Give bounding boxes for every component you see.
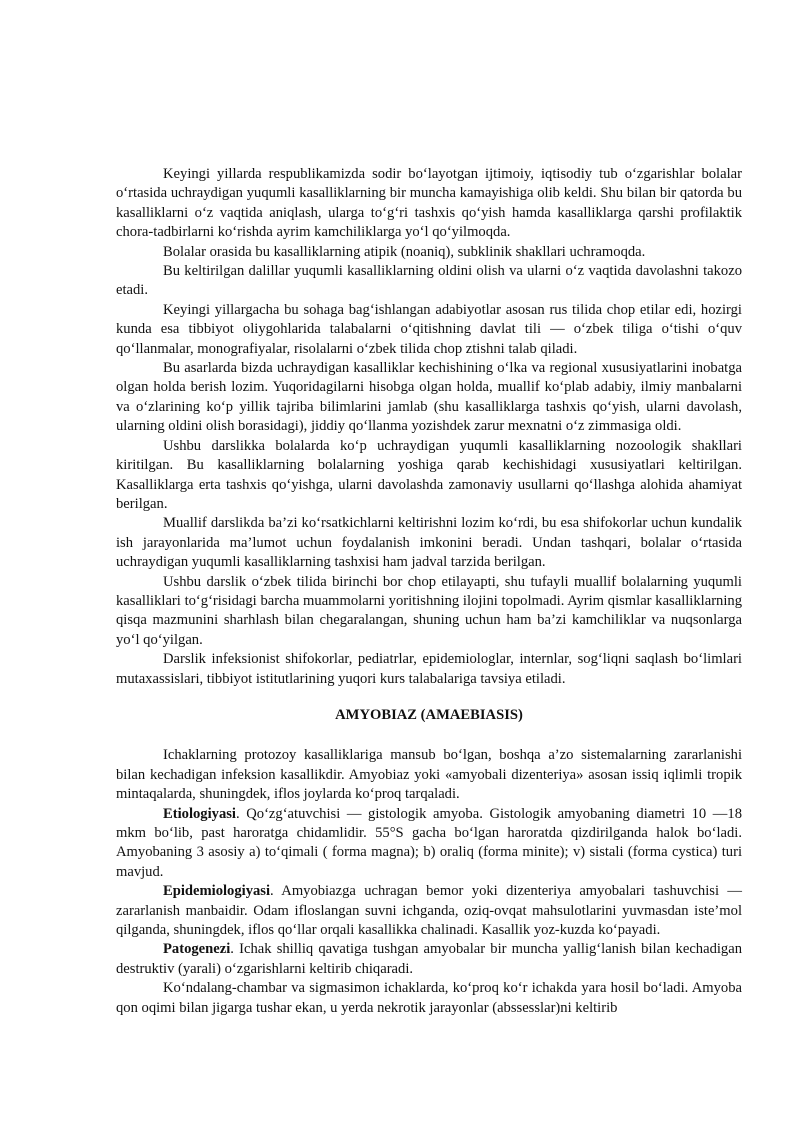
section-heading: AMYOBIAZ (AMAEBIASIS) bbox=[335, 706, 523, 723]
intro-paragraph-3: Bu keltirilgan dalillar yuqumli kasalliklarning oldini olish va ularni o‘z vaqtida davolashni takozo etadi. bbox=[116, 263, 742, 299]
intro-paragraph-4: Keyingi yillargacha bu sohaga bag‘ishlangan adabiyotlar asosan rus tilida chop etilar edi, hozirgi kunda esa tibbiyot oliygohlarida talabalarni o‘qitishning davlat tili — o‘zbek tiliga o‘tishi o‘quv qo‘llanmalar, monografiyalar, risolalarni o‘zbek tilida chop ztishni talab qiladi. bbox=[116, 301, 742, 357]
etiology-term: Etiologiyasi bbox=[163, 805, 236, 822]
epidemiology-text: . Amyobiazga uchragan bemor yoki dizenteriya amyobalari tashuvchisi — zararlanish manbaidir. Odam ifloslangan suvni ichganda, oziq-ovqat mahsulotlarini yuvmasdan iste’mol qilganda, shuningdek, iflos qo‘llar orqali kasallikka chalinadi. Kasallik yoz-kuzda ko‘payadi. bbox=[116, 883, 742, 939]
pathogenesis-text: . Ichak shilliq qavatiga tushgan amyobalar bir muncha yallig‘lanish bilan kechadigan destruktiv (yarali) o‘zgarishlarni keltirib chiqaradi. bbox=[116, 941, 742, 977]
intro-paragraph-2: Bolalar orasida bu kasalliklarning atipik (noaniq), subklinik shakllari uchramoqda. bbox=[163, 243, 646, 260]
intro-paragraph-9: Darslik infeksionist shifokorlar, pediatrlar, epidemiologlar, internlar, sog‘liqni saqlash bo‘limlari mutaxassislari, tibbiyot istitutlarining yuqori kurs talabalariga tavsiya etiladi. bbox=[116, 651, 742, 687]
etiology-text: . Qo‘zg‘atuvchisi — gistologik amyoba. Gistologik amyobaning diametri 10 —18 mkm bo‘lib, past haroratga chidamlidir. 55°S gacha bo‘lgan haroratda qizdirilganda halok bo‘ladi. Amyobaning 3 asosiy a) to‘qimali ( forma magna); b) oraliq (forma minite); v) sistali (forma cystica) turi mavjud. bbox=[116, 805, 742, 880]
final-paragraph: Ko‘ndalang-chambar va sigmasimon ichaklarda, ko‘proq ko‘r ichakda yara hosil bo‘ladi. Amyoba qon oqimi bilan jigarga tushar ekan, u yerda nekrotik jarayonlar (abssesslar)ni keltirib bbox=[116, 980, 742, 1016]
document-page bbox=[116, 165, 742, 1018]
pathogenesis-term: Patogenezi bbox=[163, 941, 231, 958]
epidemiology-term: Epidemiologiyasi bbox=[163, 883, 271, 900]
intro-paragraph-5: Bu asarlarda bizda uchraydigan kasalliklar kechishining o‘lka va regional xususiyatlarini inobatga olgan holda berish lozim. Yuqoridagilarni hisobga olgan holda, muallif ko‘plab adabiy, ilmiy manbalarni va o‘zlarining ko‘p yillik tajriba bilimlarini jamlab (shu kasalliklarga tashxis qo‘yish, ularni davolash, ularning oldini olish borasidagi), jiddiy qo‘llanma yozishdek zarur mexnatni o‘z zimmasiga oldi. bbox=[116, 360, 742, 435]
etiology-paragraph bbox=[116, 805, 742, 883]
intro-paragraph-7: Muallif darslikda ba’zi ko‘rsatkichlarni keltirishni lozim ko‘rdi, bu esa shifokorlar uchun kundalik ish jarayonlarida ma’lumot uchun foydalanish imkonini beradi. Undan tashqari, bolalar o‘rtasida uchraydigan yuqumli kasalliklarning tashxisi ham jadval tarzida berilgan. bbox=[116, 515, 742, 571]
intro-paragraph-8: Ushbu darslik o‘zbek tilida birinchi bor chop etilayapti, shu tufayli muallif bolalarning yuqumli kasalliklari to‘g‘risidagi barcha muammolarni yoritishning ilojini topolmadi. Ayrim qismlar kasalliklarning qisqa mazmunini sharhlash bilan chegaralangan, shuning uchun ham ba’zi kamchiliklar va nuqsonlarga yo‘l qo‘yilgan. bbox=[116, 573, 742, 648]
epidemiology-paragraph bbox=[116, 882, 742, 940]
section-lead-paragraph: Ichaklarning protozoy kasalliklariga mansub bo‘lgan, boshqa a’zo sistemalarning zararlanishi bilan kechadigan infeksion kasallikdir. Amyobiaz yoki «amyobali dizenteriya» asosan issiq iqlimli tropik mintaqalarda, shuningdek, iflos joylarda ko‘proq tarqaladi. bbox=[116, 747, 742, 803]
intro-paragraph-1: Keyingi yillarda respublikamizda sodir bo‘layotgan ijtimoiy, iqtisodiy tub o‘zgarishlar bolalar o‘rtasida uchraydigan yuqumli kasalliklarning bir muncha kamayishiga olib keldi. Shu bilan bir qatorda bu kasalliklarni o‘z vaqtida aniqlash, ularga to‘g‘ri tashxis qo‘yish hamda kasalliklarga qarshi profilaktik chora-tadbirlarni ko‘rishda ayrim kamchiliklarga yo‘l qo‘yilmoqda. bbox=[116, 166, 742, 241]
intro-paragraph-6: Ushbu darslikka bolalarda ko‘p uchraydigan yuqumli kasalliklarning nozoologik shakllari kiritilgan. Bu kasalliklarning bolalarning yoshiga qarab kechishidagi xususiyatlari keltirilgan. Kasalliklarga erta tashxis qo‘yishga, ularni davolashda zamonaviy usullarni qo‘llashga alohida ahamiyat berilgan. bbox=[116, 437, 742, 512]
pathogenesis-paragraph bbox=[116, 940, 742, 979]
